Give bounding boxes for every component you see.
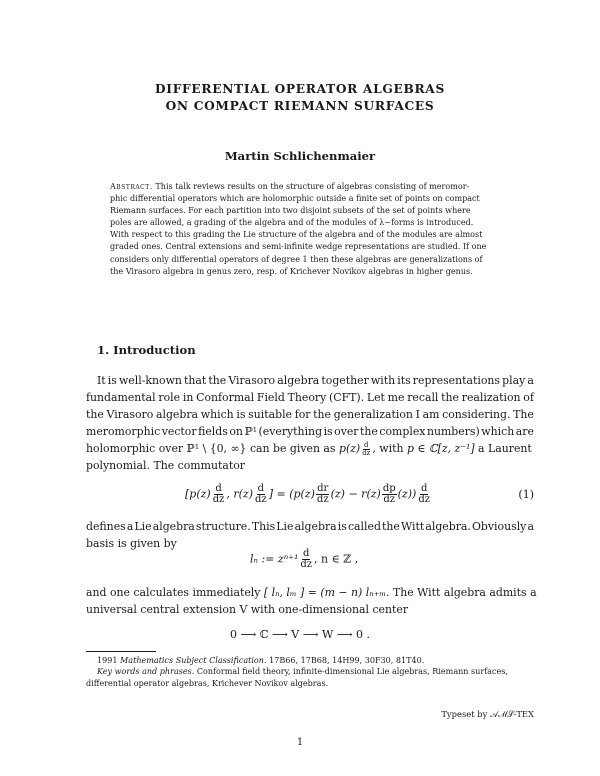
equation-basis: lₙ := zⁿ⁺¹ $\frac{d}{dz}$ , n ∈ ℤ , — [250, 548, 359, 570]
word: is — [236, 408, 246, 421]
word: for — [294, 408, 311, 421]
footnotes — [86, 655, 534, 689]
paragraph-2 — [86, 518, 534, 552]
fraction: $\frac{dp}{dz}$ — [382, 483, 396, 505]
word: defines — [86, 520, 126, 533]
paragraph-line — [86, 423, 534, 440]
fraction: $\frac{d}{dz}$ — [418, 483, 430, 505]
word: fields — [198, 425, 228, 438]
paragraph-line: basis is given by — [86, 537, 177, 550]
title-line-1: DIFFERENTIAL OPERATOR ALGEBRAS — [155, 82, 445, 96]
paragraph-1 — [86, 372, 534, 474]
footnote-msc: 1991 Mathematics Subject Classification. 17B66, 17B68, 14H99, 30F30, 81T40. — [97, 656, 425, 665]
word: Conformal — [196, 391, 255, 404]
word: Obviously — [472, 520, 527, 533]
word: a — [527, 374, 534, 387]
word: the — [360, 425, 378, 438]
word: algebra — [155, 408, 199, 421]
word: meromorphic — [86, 425, 161, 438]
paragraph-line: and one calculates immediately [ lₙ, lₘ ] = (m − n) lₙ₊ₘ. The Witt algebra admits a — [86, 586, 537, 599]
word: Theory — [287, 391, 327, 404]
word: The — [513, 408, 534, 421]
footnote-keywords: Key words and phrases. Conformal field theory, infinite-dimensional Lie algebras, Riemann surfaces, — [97, 667, 508, 677]
word: that — [184, 374, 207, 387]
abstract-label: Abstract. — [110, 182, 153, 191]
word: Witt — [401, 520, 425, 533]
word: Virasoro — [228, 374, 276, 387]
word: the — [382, 520, 400, 533]
fraction: $\frac{dr}{dz}$ — [316, 483, 329, 505]
title-line-2: ON COMPACT RIEMANN SURFACES — [165, 99, 435, 113]
word: of — [523, 391, 534, 404]
word: is — [337, 520, 347, 533]
word: the — [441, 391, 460, 404]
word: which — [200, 408, 234, 421]
word: well-known — [118, 374, 182, 387]
paragraph-3 — [86, 584, 537, 618]
word: vector — [161, 425, 197, 438]
word: (CFT). — [328, 391, 365, 404]
footnote-keywords-cont: differential operator algebras, Krichever Novikov algebras. — [86, 678, 329, 688]
equation-exact-sequence: 0 ⟶ ℂ ⟶ V ⟶ W ⟶ 0 . — [230, 628, 371, 641]
word: considering. — [442, 408, 511, 421]
word: (everything — [258, 425, 323, 438]
word: a — [527, 520, 534, 533]
section-heading: 1. Introduction — [97, 343, 196, 357]
abstract-line: considers only differential operators of degree 1 then these algebras are generalizations of — [110, 254, 483, 264]
word: is — [107, 374, 117, 387]
equation-number: (1) — [518, 488, 534, 501]
word: a — [126, 520, 134, 533]
word: are — [515, 425, 534, 438]
abstract-line: Abstract. This talk reviews results on the structure of algebras consisting of meromor- — [110, 182, 470, 191]
word: am — [422, 408, 440, 421]
word: its — [397, 374, 411, 387]
abstract — [110, 181, 492, 278]
word: algebra — [294, 520, 337, 533]
fraction: $\frac{d}{dz}$ — [212, 483, 225, 505]
word: the — [313, 408, 332, 421]
word: the — [208, 374, 227, 387]
word: Lie — [134, 520, 152, 533]
paragraph-line: polynomial. The commutator — [86, 459, 245, 472]
word: play — [502, 374, 526, 387]
footnote-rule — [86, 651, 156, 652]
word: realization — [461, 391, 521, 404]
word: Let — [366, 391, 385, 404]
paragraph-line — [86, 372, 534, 389]
word: the — [86, 408, 104, 421]
word: suitable — [248, 408, 292, 421]
abstract-line: the Virasoro algebra in genus zero, resp. of Krichever Novikov algebras in higher genus. — [110, 266, 473, 276]
abstract-line: phic differential operators which are holomorphic outside a finite set of points on compact — [110, 194, 480, 204]
word: with — [370, 374, 396, 387]
word: is — [323, 425, 333, 438]
word: which — [481, 425, 515, 438]
paragraph-line — [86, 389, 534, 406]
page-number: 1 — [296, 737, 304, 748]
word: called — [347, 520, 381, 533]
word: ℙ¹ — [244, 425, 258, 438]
word: algebra — [152, 520, 195, 533]
author: Martin Schlichenmaier — [224, 149, 376, 163]
word: numbers) — [426, 425, 480, 438]
abstract-line: Riemann surfaces. For each partition into two disjoint subsets of the set of points where — [110, 206, 471, 216]
word: recall — [407, 391, 439, 404]
word: Field — [256, 391, 285, 404]
word: complex — [379, 425, 426, 438]
word: fundamental — [86, 391, 156, 404]
word: Lie — [276, 520, 294, 533]
paragraph-line: holomorphic over ℙ¹ \ {0, ∞} can be given as p(z) $\frac{d}{dz}$ , with p ∈ ℂ[z, z⁻¹] a Laurent — [86, 440, 532, 457]
abstract-line: poles are allowed, a grading of the algebra and of the modules of λ−forms is introduced. — [110, 218, 474, 228]
typeset-note: Typeset by 𝒜ℳ𝒮-TEX — [441, 709, 534, 719]
word: This — [251, 520, 276, 533]
word: in — [182, 391, 194, 404]
word: over — [334, 425, 359, 438]
word: together — [321, 374, 369, 387]
word: It — [97, 374, 106, 387]
word: structure. — [195, 520, 251, 533]
word: representations — [412, 374, 501, 387]
paragraph-line — [86, 518, 534, 535]
equation-1: [p(z) $\frac{d}{dz}$ , r(z) $\frac{d}{dz}$ ] = (p(z) $\frac{dr}{dz}$ (z) − r(z) $\frac{dp}{dz}$ (z)) $\frac{d}{dz}$ — [185, 483, 430, 505]
abstract-line: graded ones. Central extensions and semi-infinite wedge representations are studied. If one — [110, 242, 487, 252]
word: generalization — [333, 408, 413, 421]
fraction: $\frac{d}{dz}$ — [255, 483, 267, 505]
paragraph-line: universal central extension V with one-dimensional center — [86, 603, 409, 616]
word: I — [415, 408, 420, 421]
word: me — [387, 391, 405, 404]
word: role — [158, 391, 181, 404]
word: Virasoro — [106, 408, 154, 421]
fraction: $\frac{d}{dz}$ — [362, 440, 371, 457]
abstract-line: With respect to this grading the Lie structure of the algebra and of the modules are almost — [110, 230, 483, 240]
word: algebra. — [425, 520, 471, 533]
word: algebra — [277, 374, 320, 387]
paragraph-line — [86, 406, 534, 423]
fraction: $\frac{d}{dz}$ — [300, 548, 313, 570]
word: on — [229, 425, 243, 438]
